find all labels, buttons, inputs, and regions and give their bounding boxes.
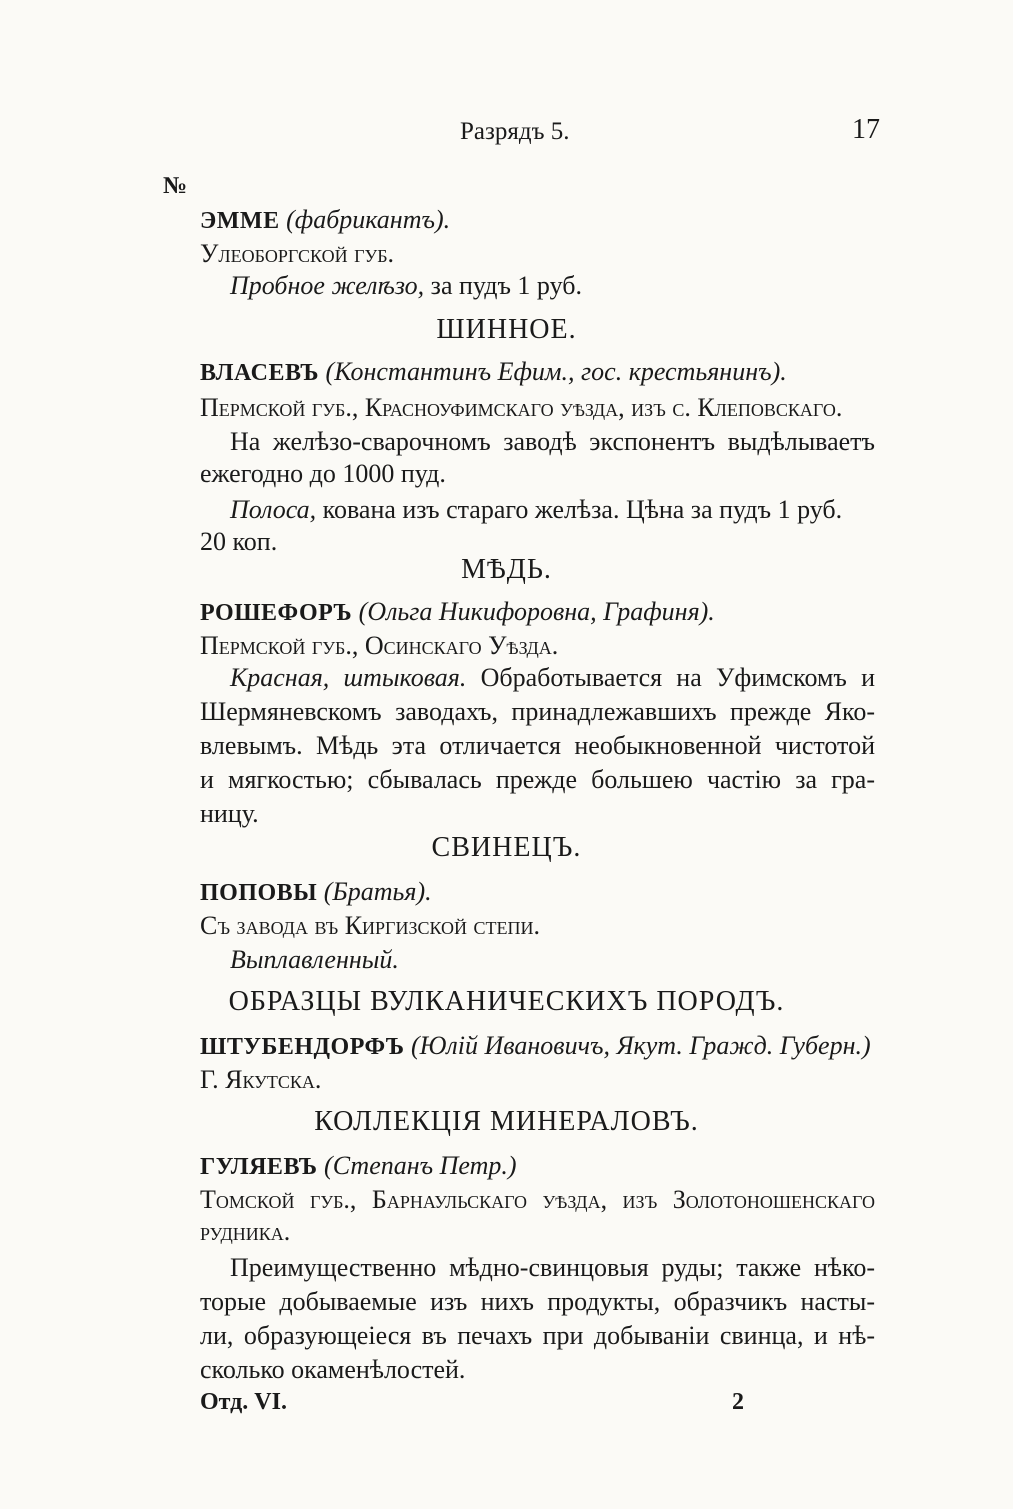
entry-desc: (Братья). (323, 877, 432, 906)
entry-desc: (Юлій Ивановичъ, Якут. Гражд. Губерн.) (410, 1031, 871, 1060)
entry-location: Пермской губ., Осинскаго Уѣзда. (200, 631, 559, 660)
entry-desc: (Степанъ Петр.) (324, 1151, 517, 1180)
entry-location: Улеоборгской губ. (200, 239, 395, 268)
entry-location: Съ завода въ Киргизской степи. (200, 911, 541, 940)
entry-item (230, 494, 842, 526)
entry-name: ШТУБЕНДОРФЪ (200, 1034, 405, 1060)
section-heading-minerals: КОЛЛЕКЦІЯ МИНЕРАЛОВЪ. (314, 1106, 699, 1137)
item-italic: Полоса, (230, 495, 317, 524)
item-italic: Пробное желѣзо, (230, 271, 425, 300)
entry-text-line: и мягкостью; сбывалась прежде большею частію за гра- (200, 765, 875, 794)
entry-desc: (Константинъ Ефим., гос. крестьянинъ). (325, 357, 787, 386)
item-italic: Выплавленный. (230, 945, 399, 974)
entry-location: Г. Якутска. (200, 1065, 322, 1094)
entry-location: Томской губ., Барнаульскаго уѣзда, изъ Золотоношенскаго (200, 1185, 875, 1214)
entry-name: ВЛАСЕВЪ (200, 360, 320, 386)
entry-vlasov-heading (200, 356, 787, 389)
section-heading-volcanic: ОБРАЗЦЫ ВУЛКАНИЧЕСКИХЪ ПОРОДЪ. (228, 986, 785, 1017)
page-number: 17 (852, 114, 880, 145)
entry-text-line: ли, образующеіеся въ печахъ при добываніи свинца, и нѣ- (200, 1321, 875, 1350)
number-sign: № (163, 173, 188, 199)
entry-name: ЭММЕ (200, 208, 280, 234)
entry-text-line: сколько окаменѣлостей. (200, 1355, 466, 1384)
running-title: Разрядъ 5. (460, 118, 570, 145)
entry-name: ПОПОВЫ (200, 880, 318, 906)
entry-gulyaev-heading (200, 1150, 517, 1183)
entry-desc: (Ольга Никифоровна, Графиня). (358, 597, 715, 626)
entry-text-line: На желѣзо-сварочномъ заводѣ экспонентъ выдѣлываетъ (230, 427, 875, 456)
entry-text-line: 20 коп. (200, 527, 278, 556)
entry-location: рудника. (200, 1217, 291, 1246)
entry-text-line: Преимущественно мѣдно-свинцовыя руды; также нѣко- (230, 1253, 875, 1282)
entry-desc: (фабрикантъ). (286, 205, 451, 234)
section-heading-lead: СВИНЕЦЪ. (431, 832, 582, 863)
section-heading-tin: ШИННОЕ. (436, 314, 577, 345)
entry-text-line: ежегодно до 1000 пуд. (200, 459, 446, 488)
entry-text-line: ницу. (200, 799, 259, 828)
entry-popov-heading (200, 876, 432, 909)
entry-emme-heading (200, 204, 450, 237)
entry-text-line: Шермяневскомъ заводахъ, принадлежавшихъ прежде Яко- (200, 697, 875, 726)
item-rest: кована изъ стараго желѣза. Цѣна за пудъ 1 руб. (316, 495, 843, 524)
entry-name: ГУЛЯЕВЪ (200, 1154, 318, 1180)
entry-text-line: торые добываемые изъ нихъ продукты, образчикъ насты- (200, 1287, 875, 1316)
entry-name: РОШЕФОРЪ (200, 600, 353, 626)
footer-signature: 2 (732, 1389, 744, 1415)
item-rest: Обработывается на Уфимскомъ и (466, 663, 876, 692)
item-price: за пудъ 1 руб. (424, 271, 582, 300)
entry-text-line: влевымъ. Мѣдь эта отличается необыкновенной чистотой (200, 731, 875, 760)
item-italic: Красная, штыковая. (230, 663, 467, 692)
entry-location: Пермской губ., Красноуфимскаго уѣзда, изъ с. Клеповскаго. (200, 393, 843, 422)
footer-section: Отд. VI. (200, 1389, 287, 1415)
entry-item (230, 662, 875, 694)
entry-rochefort-heading (200, 596, 715, 629)
entry-item (230, 270, 582, 302)
entry-stubendorf-heading (200, 1030, 871, 1063)
section-heading-copper: МѢДЬ. (461, 554, 552, 585)
